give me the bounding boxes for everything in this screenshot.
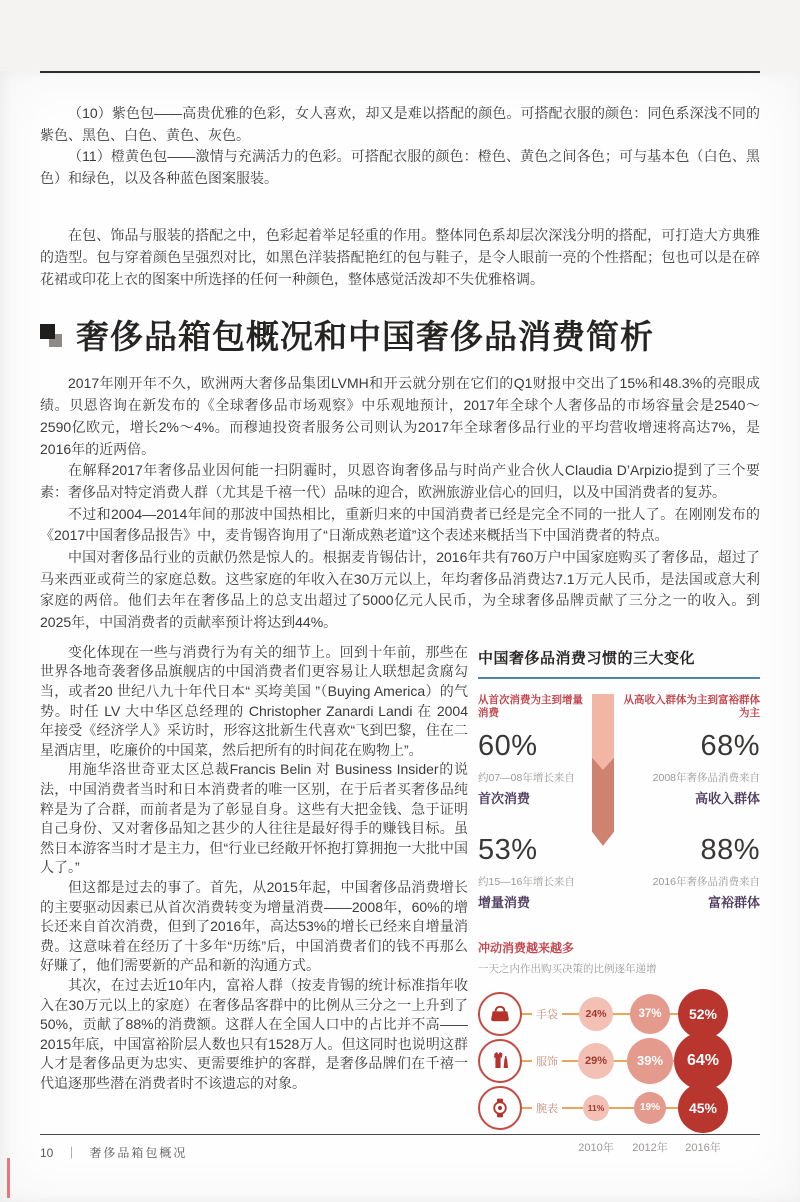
impulse-row-watch xyxy=(478,1084,760,1131)
stat-sub: 2008年奢侈品消费来自 xyxy=(652,772,760,785)
stat-group xyxy=(478,694,586,807)
infographic xyxy=(478,643,760,1157)
page-content xyxy=(0,71,800,1157)
impulse-chart xyxy=(478,939,760,1157)
handbag-icon xyxy=(478,992,522,1036)
intro-paragraph: 在包、饰品与服装的搭配之中，色彩起着举足轻重的作用。整体同色系却层次深浅分明的搭配，可打造大方典雅的造型。包与穿着颜色呈强烈对比，如黑色洋装搭配艳红的包与鞋子，是令人眼前一亮的个性搭配；包也可以是在碎花裙或印花上衣的图案中所选择的任何一种颜色，整体感觉活泼却不失优雅格调。 xyxy=(40,227,760,287)
stat-sub: 约15—16年增长来自 xyxy=(478,876,575,889)
intro-item-11: （11）橙黄色包——激情与充满活力的色彩。可搭配衣服的颜色：橙色、黄色之间各色；可与基本色（白色、黑色）和绿色，以及各种蓝色图案服装。 xyxy=(40,148,760,186)
stat-value: 60% xyxy=(478,730,538,763)
impulse-chart-rows xyxy=(478,990,760,1131)
down-arrow-icon xyxy=(586,694,620,846)
left-paragraph: 其次，在过去近10年内，富裕人群（按麦肯锡的统计标准指年收入在30万元以上的家庭）在奢侈品客群中的比例从三分之一上升到了50%，贡献了88%的消费额。这群人在全国人口中的占比并不高——2015年底，中国富裕阶层人数也只有1528万人。但这同时也说明这群人才是奢侈品更为忠实、更需要维护的客群，是奢侈品牌们在千禧一代追逐那些潜在消费者时不该遗忘的对象。 xyxy=(40,976,468,1091)
data-bubble: 19% xyxy=(634,1092,666,1124)
stat-label: 富裕群体 xyxy=(707,895,760,911)
stat-header: 从首次消费为主到增量消费 xyxy=(478,693,583,720)
row-label: 手袋 xyxy=(532,1005,562,1023)
left-text-column xyxy=(40,643,468,1157)
footer-section-title: 奢侈品箱包概况 xyxy=(89,1146,188,1160)
section-title: 奢侈品箱包概况和中国奢侈品消费简析 xyxy=(76,318,654,356)
data-bubble: 64% xyxy=(674,1032,732,1090)
stat-panels xyxy=(478,694,760,911)
year-tick: 2016年 xyxy=(685,1142,721,1155)
footer-separator: ｜ xyxy=(65,1146,78,1160)
stat-label: 首次消费 xyxy=(478,791,531,807)
impulse-row-clothing xyxy=(478,1037,760,1084)
impulse-row-handbag xyxy=(478,990,760,1037)
data-bubble: 37% xyxy=(630,994,670,1034)
stat-label: 高收入群体 xyxy=(694,791,760,807)
infographic-title: 中国奢侈品消费习惯的三大变化 xyxy=(478,647,760,679)
data-bubble: 39% xyxy=(627,1038,673,1084)
stat-value: 68% xyxy=(700,730,760,763)
data-bubble: 52% xyxy=(678,989,728,1039)
left-paragraph: 用施华洛世奇亚太区总裁Francis Belin 对 Business Insider的说法，中国消费者当时和日本消费者的唯一区别，在于后者买奢侈品纯粹是为了合群，而前者是为了彰显自身。这些有大把金钱、急于证明自己身份、又对奢侈品知之甚少的人往往是最好得手的赚钱目标。虽然日本游客当时才是主力，但“行业已经敞开怀抱打算拥抱一大批中国人了。” xyxy=(40,761,468,876)
stat-panel-right xyxy=(620,694,760,911)
row-label: 服饰 xyxy=(532,1052,562,1070)
impulse-chart-title: 冲动消费越来越多 xyxy=(478,941,575,956)
stat-sub: 约07—08年增长来自 xyxy=(478,772,575,785)
body-paragraphs xyxy=(40,373,760,633)
document-page xyxy=(0,71,800,1202)
body-paragraph: 2017年刚开年不久，欧洲两大奢侈品集团LVMH和开云就分别在它们的Q1财报中交出了15%和48.3%的亮眼成绩。贝恩咨询在新发布的《全球奢侈品市场观察》中乐观地预计，2017年全球个人奢侈品的市场容量会是2540～2590亿欧元，增长2%～4%。而穆迪投资者服务公司则认为2017年全球奢侈品行业的平均营收增速将高达7%，是2016年的近两倍。 xyxy=(40,375,760,457)
clothing-icon xyxy=(478,1039,522,1083)
page-number: 10 xyxy=(40,1145,54,1160)
intro-list xyxy=(40,103,760,189)
square-bullet-icon xyxy=(40,322,70,356)
left-paragraph: 但这都是过去的事了。首先，从2015年起，中国奢侈品消费增长的主要驱动因素已从首次消费转变为增量消费——2008年，60%的增长还来自首次消费，但到了2016年，高达53%的增长已经来自增量消费。这意味着在经历了十多年“历练”后，中国消费者们的钱不再那么好赚了，他们需要新的产品和新的沟通方式。 xyxy=(40,878,468,974)
stat-header: 从高收入群体为主到富裕群体为主 xyxy=(623,693,760,720)
data-bubble: 11% xyxy=(583,1095,609,1121)
stat-group xyxy=(620,834,760,911)
year-tick: 2010年 xyxy=(578,1142,614,1155)
impulse-chart-subtitle: 一天之内作出购买决策的比例逐年递增 xyxy=(478,963,657,976)
row-label: 腕表 xyxy=(532,1099,562,1117)
data-bubble: 45% xyxy=(678,1083,728,1133)
left-paragraph: 变化体现在一些与消费行为有关的细节上。回到十年前，那些在世界各地奇袭奢侈品旗舰店的中国消费者们更容易让人联想起贪腐勾当，或者20 世纪八九十年代日本“ 买垮美国 ”（Buying America）的气势。时任 LV 大中华区总经理的 Christopher Zanardi Landi 在 2004 年接受《经济学人》采访时，形容这批新生代喜欢“飞到巴黎，住在二星酒店里，吃廉价的中国菜，然后把所有的时间花在购物上”。 xyxy=(40,643,468,758)
stat-group xyxy=(620,694,760,807)
stat-value: 53% xyxy=(478,834,538,867)
edge-red-mark xyxy=(7,1158,10,1198)
page-footer xyxy=(40,1134,760,1161)
stat-panel-left xyxy=(478,694,586,911)
section-heading xyxy=(40,316,760,357)
stat-sub: 2016年奢侈品消费来自 xyxy=(652,876,760,889)
data-bubble: 29% xyxy=(578,1043,614,1079)
two-column-section xyxy=(40,643,760,1157)
stat-value: 88% xyxy=(700,834,760,867)
data-bubble: 24% xyxy=(579,997,613,1031)
stat-label: 增量消费 xyxy=(478,895,531,911)
intro-item-10: （10）紫色包——高贵优雅的色彩，女人喜欢，却又是难以搭配的颜色。可搭配衣服的颜色：同色系深浅不同的紫色、黑色、白色、黄色、灰色。 xyxy=(40,105,760,143)
header-rule xyxy=(40,71,760,73)
watch-icon xyxy=(478,1086,522,1130)
body-paragraph: 在解释2017年奢侈品业因何能一扫阴霾时，贝恩咨询奢侈品与时尚产业合伙人Claudia D’Arpizio提到了三个要素：奢侈品对特定消费人群（尤其是千禧一代）品味的迎合，欧洲旅游业信心的回归，以及中国消费者的复苏。 xyxy=(40,462,760,500)
year-tick: 2012年 xyxy=(632,1142,668,1155)
body-paragraph: 中国对奢侈品行业的贡献仍然是惊人的。根据麦肯锡估计，2016年共有760万户中国家庭购买了奢侈品，超过了马来西亚或荷兰的家庭总数。这些家庭的年收入在30万元以上，年均奢侈品消费达7.1万元人民币，是法国或意大利家庭的两倍。他们去年在奢侈品上的总支出超过了5000亿元人民币，为全球奢侈品牌贡献了三分之一的收入。到2025年，中国消费者的贡献率预计将达到44%。 xyxy=(40,549,760,631)
body-paragraph: 不过和2004—2014年间的那波中国热相比，重新归来的中国消费者已经是完全不同的一批人了。在刚刚发布的《2017中国奢侈品报告》中，麦肯锡咨询用了“日渐成熟老道”这个表述来概括当下中国消费者的特点。 xyxy=(40,505,760,544)
stat-group xyxy=(478,834,586,911)
